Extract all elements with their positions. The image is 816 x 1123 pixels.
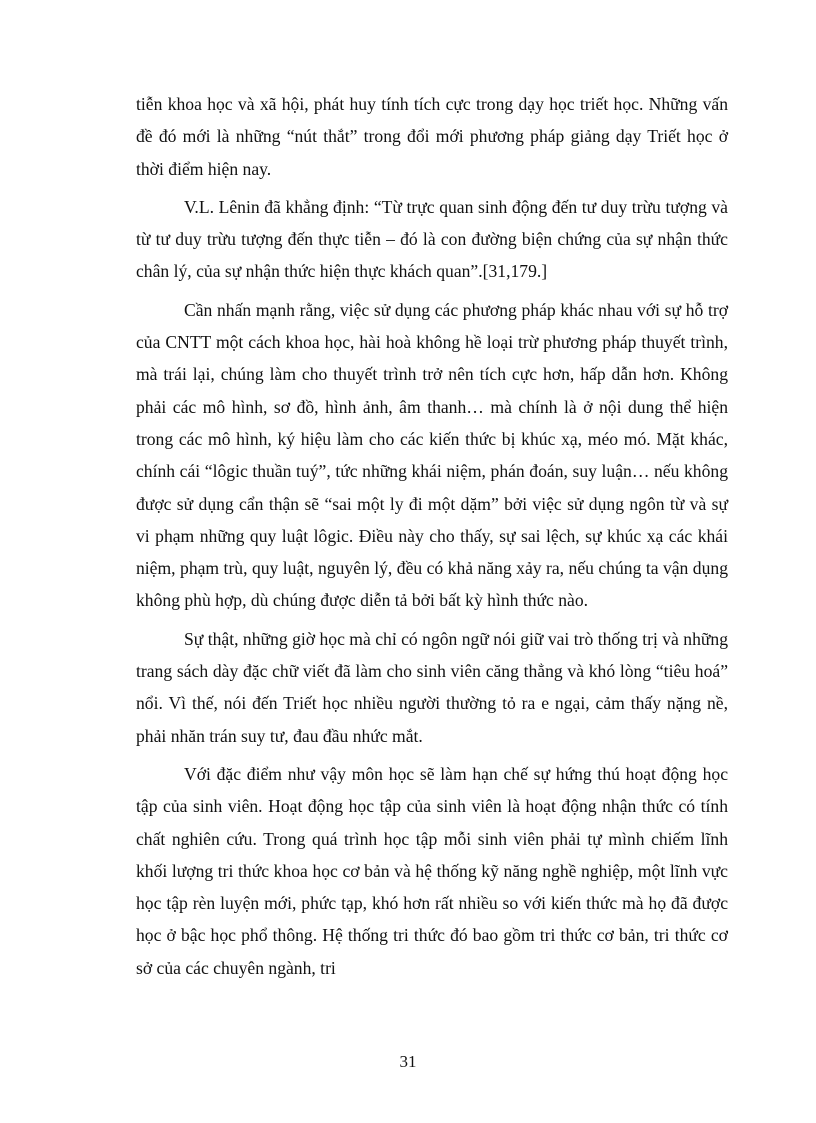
paragraph-learning-activity: Với đặc điểm như vậy môn học sẽ làm hạn chế sự hứng thú hoạt động học tập của sinh viên. Hoạt động học tập của sinh viên là hoạt động nhận thức có tính chất nghiên cứu. Trong quá trình học tập mỗi sinh viên phải tự mình chiếm lĩnh khối lượng tri thức khoa học cơ bản và hệ thống kỹ năng nghề nghiệp, một lĩnh vực học tập rèn luyện mới, phức tạp, khó hơn rất nhiều so với kiến thức mà họ đã được học ở bậc học phổ thông. Hệ thống tri thức đó bao gồm tri thức cơ bản, tri thức cơ sở của các chuyên ngành, tri <box>136 763 728 978</box>
paragraph-lenin-quote: V.L. Lênin đã khẳng định: “Từ trực quan sinh động đến tư duy trừu tượng và từ tư duy trừu tượng đến thực tiễn – đó là con đường biện chứng của sự nhận thức chân lý, của sự nhận thức hiện thực khách quan”.[31,179.] <box>136 196 728 282</box>
body-text <box>136 88 728 990</box>
paragraph-continuation: tiễn khoa học và xã hội, phát huy tính tích cực trong dạy học triết học. Những vấn đề đó mới là những “nút thắt” trong đổi mới phương pháp giảng dạy Triết học ở thời điểm hiện nay. <box>136 94 728 179</box>
paragraph-it-support: Cần nhấn mạnh rằng, việc sử dụng các phương pháp khác nhau với sự hỗ trợ của CNTT một cách khoa học, hài hoà không hề loại trừ phương pháp thuyết trình, mà trái lại, chúng làm cho thuyết trình trở nên tích cực hơn, hấp dẫn hơn. Không phải các mô hình, sơ đồ, hình ảnh, âm thanh… mà chính là ở nội dung thể hiện trong các mô hình, ký hiệu làm cho các kiến thức bị khúc xạ, méo mó. Mặt khác, chính cái “lôgic thuần tuý”, tức những khái niệm, phán đoán, suy luận… nếu không được sử dụng cẩn thận sẽ “sai một ly đi một dặm” bởi việc sử dụng ngôn từ và sự vi phạm những quy luật lôgic. Điều này cho thấy, sự sai lệch, sự khúc xạ các khái niệm, phạm trù, quy luật, nguyên lý, đều có khả năng xảy ra, nếu chúng ta vận dụng không phù hợp, dù chúng được diễn tả bởi bất kỳ hình thức nào. <box>136 299 728 611</box>
page-number: 31 <box>399 1052 417 1071</box>
paragraph-spoken-language: Sự thật, những giờ học mà chỉ có ngôn ngữ nói giữ vai trò thống trị và những trang sách dày đặc chữ viết đã làm cho sinh viên căng thẳng và khó lòng “tiêu hoá” nổi. Vì thế, nói đến Triết học nhiều người thường tỏ ra e ngại, cảm thấy nặng nề, phải nhăn trán suy tư, đau đầu nhức mắt. <box>136 628 728 746</box>
